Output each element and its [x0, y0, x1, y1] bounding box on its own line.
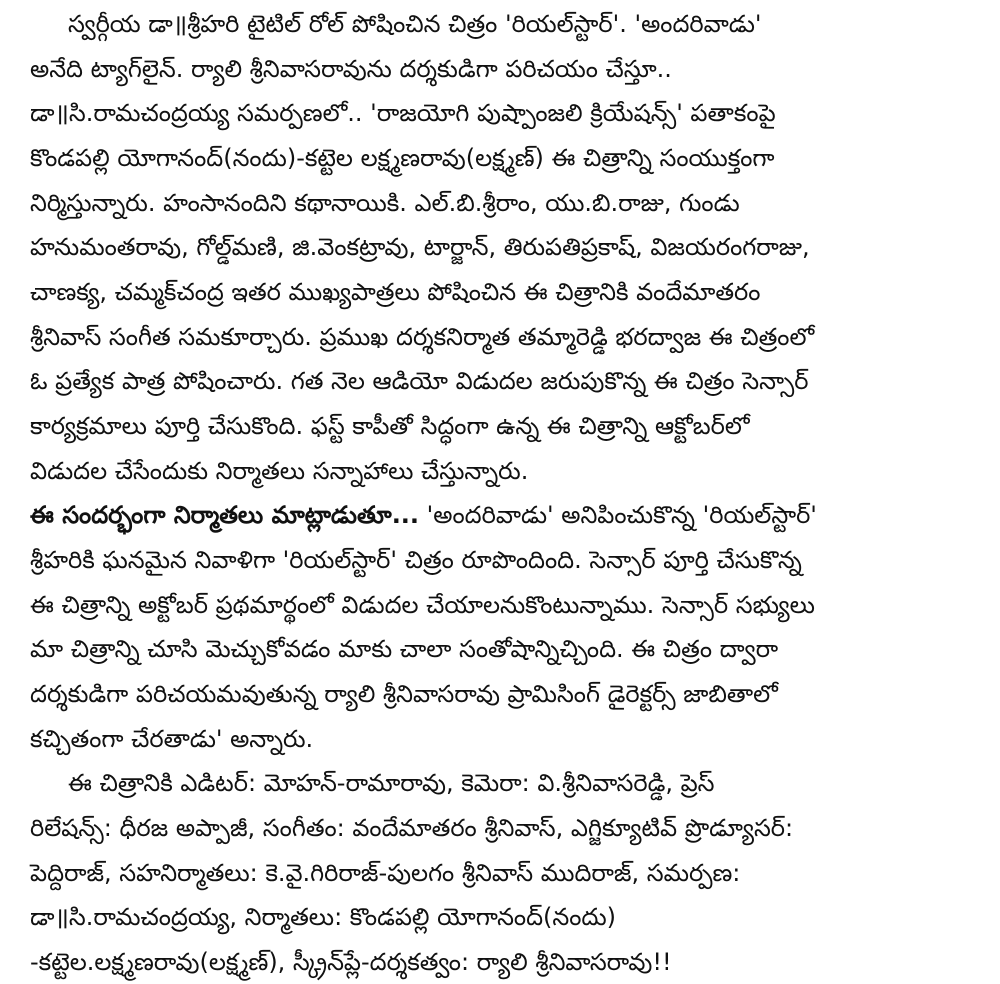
paragraph-3-line-2: రిలేషన్స్: ధీరజ అప్పాజీ, సంగీతం: వందేమాతరం శ్రీనివాస్, ఎగ్జిక్యూటివ్ ప్రొడ్యూసర్: — [30, 814, 794, 842]
paragraph-1-line-4: కొండపల్లి యోగానంద్(నందు)-కట్టెల లక్ష్మణరావు(లక్ష్మణ్) ఈ చిత్రాన్ని సంయుక్తంగా — [30, 144, 775, 172]
paragraph-3-line-4: డా॥సి.రామచంద్రయ్య, నిర్మాతలు: కొండపల్లి యోగానంద్(నందు) — [30, 903, 617, 931]
paragraph-2-line-1-rest: 'అందరివాడు' అనిపించుకొన్న 'రియల్‌స్టార్' — [419, 501, 817, 529]
paragraph-1-line-11: విడుదల చేసేందుకు నిర్మాతలు సన్నాహాలు చేస్తున్నారు. — [30, 457, 529, 485]
paragraph-2-line-6: కచ్చితంగా చేరతాడు' అన్నారు. — [30, 725, 314, 753]
paragraph-3-line-3: పెద్దిరాజ్, సహనిర్మాతలు: కె.వై.గిరిరాజ్-పులగం శ్రీనివాస్ ముదిరాజ్, సమర్పణ: — [30, 859, 741, 887]
paragraph-2-line-5: దర్శకుడిగా పరిచయమవుతున్న ర్యాలి శ్రీనివాసరావు ప్రామిసింగ్ డైరెక్టర్స్ జాబితాలో — [30, 680, 778, 708]
paragraph-3-line-5: -కట్టెల.లక్ష్మణరావు(లక్ష్మణ్), స్క్రీన్‌ప్లే-దర్శకత్వం: ర్యాలి శ్రీనివాసరావు!! — [30, 948, 672, 976]
paragraph-1-line-10: కార్యక్రమాలు పూర్తి చేసుకొంది. ఫస్ట్ కాపీతో సిద్ధంగా ఉన్న ఈ చిత్రాన్ని ఆక్టోబర్‌లో — [30, 412, 750, 440]
paragraph-1-line-2: అనేది ట్యాగ్‌లైన్. ర్యాలి శ్రీనివాసరావును దర్శకుడిగా పరిచయం చేస్తూ.. — [30, 55, 672, 83]
paragraph-2-line-3: ఈ చిత్రాన్ని అక్టోబర్ ప్రథమార్థంలో విడుదల చేయాలనుకొంటున్నాము. సెన్సార్ సభ్యులు — [30, 591, 815, 619]
paragraph-2-line-2: శ్రీహరికి ఘనమైన నివాళిగా 'రియల్‌స్టార్' చిత్రం రూపొందింది. సెన్సార్ పూర్తి చేసుకొన్న — [30, 546, 802, 574]
paragraph-1-line-5: నిర్మిస్తున్నారు. హంసానందిని కథానాయికి. ఎల్.బి.శ్రీరాం, యు.బి.రాజు, గుండు — [30, 189, 740, 217]
paragraph-1-line-7: చాణక్య, చమ్మక్‌చంద్ర ఇతర ముఖ్యపాత్రలు పోషించిన ఈ చిత్రానికి వందేమాతరం — [30, 278, 761, 306]
paragraph-2-line-4: మా చిత్రాన్ని చూసి మెచ్చుకోవడం మాకు చాలా సంతోషాన్నిచ్చింది. ఈ చిత్రం ద్వారా — [30, 635, 779, 663]
paragraph-3-line-1: ఈ చిత్రానికి ఎడిటర్: మోహన్-రామారావు, కెమెరా: వి.శ్రీనివాసరెడ్డి, ప్రెస్ — [68, 769, 715, 797]
paragraph-1-line-6: హనుమంతరావు, గోల్డ్‌మణి, జి.వెంకట్రావు, టార్జాన్, తిరుపతిప్రకాష్, విజయరంగరాజు, — [30, 233, 810, 261]
paragraph-2-lead: ఈ సందర్భంగా నిర్మాతలు మాట్లాడుతూ... — [30, 501, 420, 529]
paragraph-1-line-8: శ్రీనివాస్ సంగీత సమకూర్చారు. ప్రముఖ దర్శకనిర్మాత తమ్మారెడ్డి భరద్వాజ ఈ చిత్రంలో — [30, 323, 815, 351]
paragraph-1-line-3: డా॥సి.రామచంద్రయ్య సమర్పణలో.. 'రాజయోగి పుష్పాంజలి క్రియేషన్స్' పతాకంపై — [30, 99, 776, 127]
paragraph-1-line-1: స్వర్గీయ డా॥శ్రీహరి టైటిల్ రోల్ పోషించిన చిత్రం 'రియల్‌స్టార్'. 'అందరివాడు' — [68, 10, 762, 38]
paragraph-2-line-1 — [30, 493, 817, 537]
paragraph-1-line-9: ఓ ప్రత్యేక పాత్ర పోషించారు. గత నెల ఆడియో విడుదల జరుపుకొన్న ఈ చిత్రం సెన్సార్ — [30, 367, 809, 395]
